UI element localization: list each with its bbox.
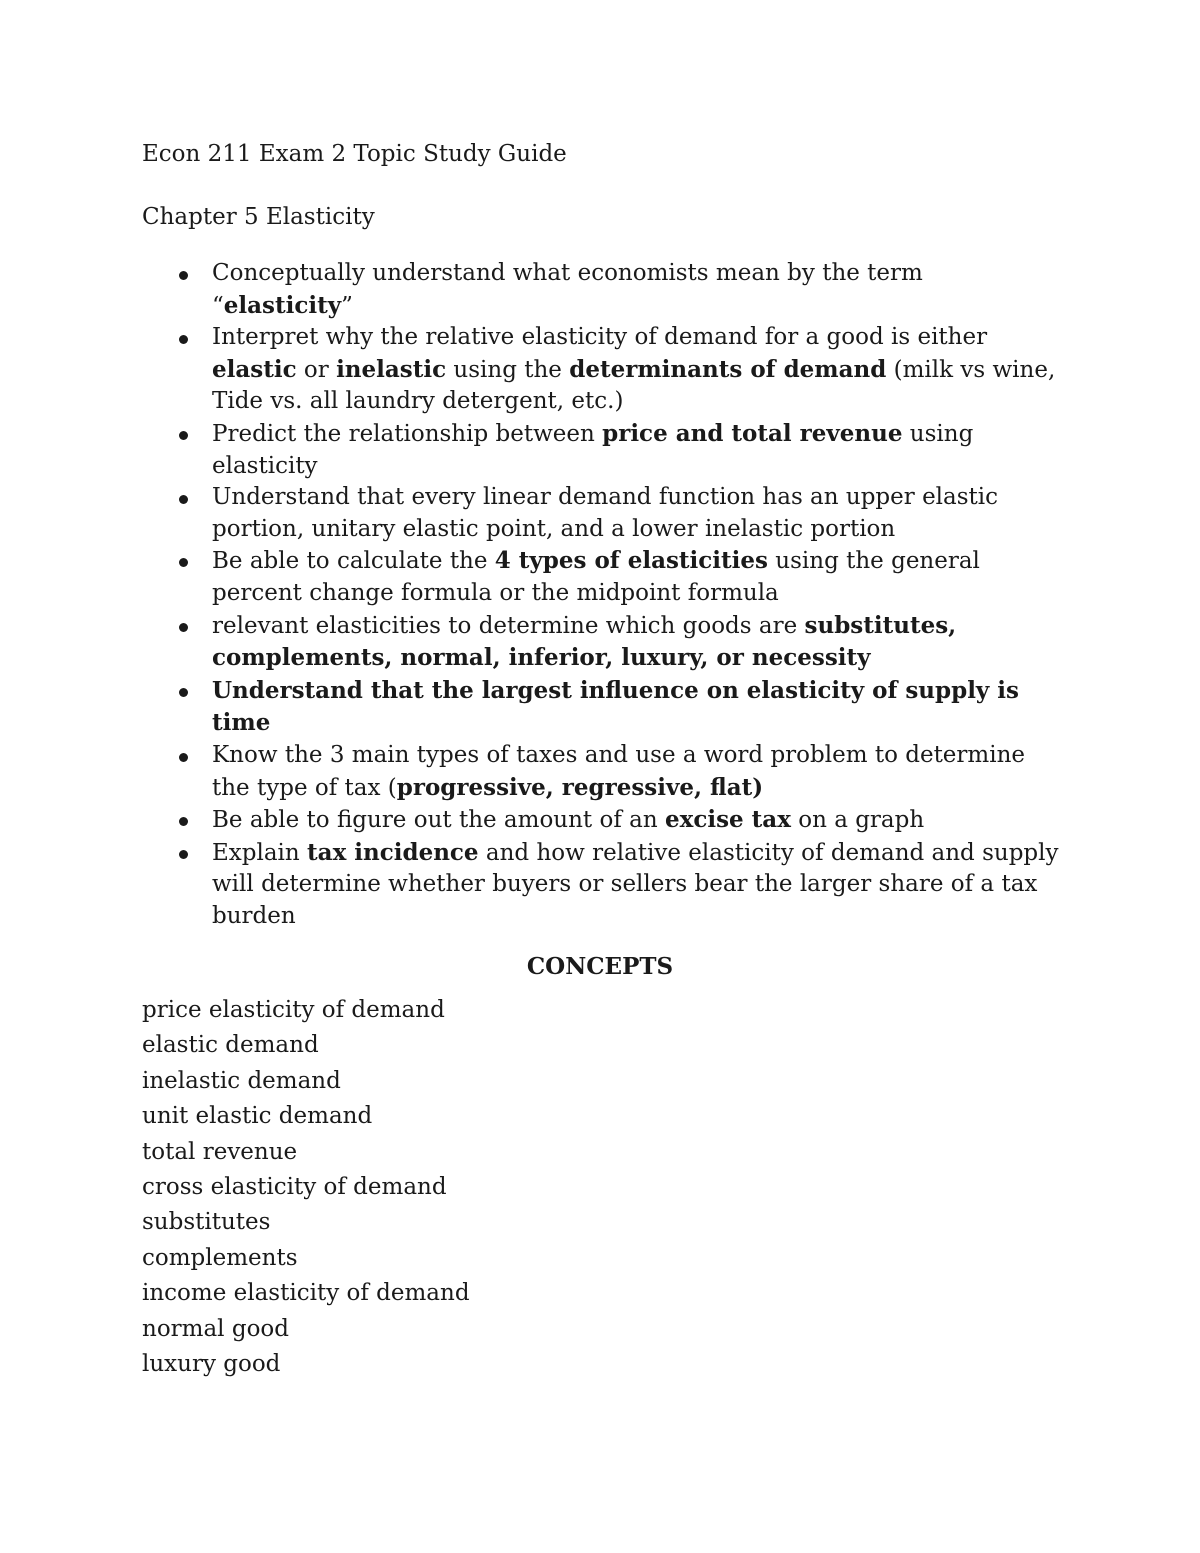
bold-term: elastic — [212, 355, 297, 383]
list-item-text: on a graph — [790, 807, 925, 834]
bold-term: price and total revenue — [602, 419, 903, 447]
list-item-text: or — [296, 356, 337, 383]
bullet-icon — [179, 753, 188, 762]
list-item-text: using elasticity — [212, 420, 974, 479]
list-item-text: (milk vs wine, Tide vs. all laundry detergent, etc.) — [212, 356, 1056, 415]
list-item — [142, 258, 1062, 322]
list-item — [142, 675, 1062, 740]
list-item — [142, 545, 1062, 609]
bullet-icon — [179, 335, 188, 344]
bold-term: determinants of demand — [569, 355, 887, 383]
bold-term: substitutes, complements, normal, inferior, luxury, or necessity — [212, 611, 957, 672]
concept-item: luxury good — [142, 1351, 281, 1378]
list-item — [142, 837, 1062, 933]
list-item — [142, 804, 1062, 837]
concept-item: income elasticity of demand — [142, 1280, 470, 1307]
list-item — [142, 418, 1062, 482]
bold-term: tax incidence — [307, 838, 479, 866]
topic-list — [142, 258, 1062, 932]
list-item-text: Know the 3 main types of taxes and use a word problem to determine the type of tax ( — [212, 741, 1026, 801]
list-item-text: Be able to calculate the — [212, 548, 495, 575]
list-item-text: Conceptually understand what economists mean by the term “ — [212, 260, 923, 319]
list-item-text: Understand that every linear demand function has an upper elastic portion, unitary elastic point, and a lower inelastic portion — [212, 484, 999, 542]
bullet-icon — [179, 623, 188, 632]
concept-item: inelastic demand — [142, 1067, 341, 1094]
bullet-icon — [179, 495, 188, 504]
concept-item: unit elastic demand — [142, 1103, 373, 1130]
concept-list — [142, 993, 470, 1382]
list-item-text: Interpret why the relative elasticity of demand for a good is either — [212, 324, 988, 351]
concept-item: elastic demand — [142, 1032, 319, 1059]
bold-term: elasticity — [223, 291, 342, 319]
bullet-icon — [179, 431, 188, 440]
list-item-text: Be able to figure out the amount of an — [212, 807, 665, 834]
bold-term: excise tax — [664, 806, 791, 834]
bold-term: 4 types of elasticities — [494, 547, 768, 575]
chapter-heading: Chapter 5 Elasticity — [142, 204, 375, 230]
concept-item: normal good — [142, 1315, 289, 1342]
list-item-text: using the — [446, 356, 570, 383]
bullet-icon — [179, 271, 188, 280]
concepts-heading: CONCEPTS — [526, 953, 674, 980]
concept-item: cross elasticity of demand — [142, 1174, 447, 1201]
list-item-text: relevant elasticities to determine which goods are — [212, 612, 805, 639]
list-item-text: using the general percent change formula or the midpoint formula — [212, 548, 980, 606]
bold-term: Understand that the largest influence on elasticity of supply is time — [212, 676, 1019, 737]
concept-item: price elasticity of demand — [142, 997, 445, 1023]
concept-item: total revenue — [142, 1138, 298, 1165]
concept-item: substitutes — [142, 1209, 271, 1236]
list-item-text: and how relative elasticity of demand and supply will determine whether buyers or sellers bear the larger share of a tax burden — [212, 839, 1059, 929]
list-item — [142, 740, 1062, 804]
bullet-icon — [179, 558, 188, 567]
list-item-text: Predict the relationship between — [212, 420, 603, 447]
bullet-icon — [179, 817, 188, 826]
bold-term: inelastic — [336, 355, 447, 383]
list-item — [142, 322, 1062, 418]
list-item — [142, 482, 1062, 545]
bullet-icon — [179, 688, 188, 697]
bullet-icon — [179, 850, 188, 859]
bold-term: progressive, regressive, flat) — [396, 773, 764, 801]
concept-item: complements — [142, 1244, 298, 1271]
list-item-text: ” — [341, 292, 353, 319]
list-item — [142, 610, 1062, 675]
list-item-text: Explain — [212, 839, 308, 866]
document-title: Econ 211 Exam 2 Topic Study Guide — [142, 141, 567, 167]
